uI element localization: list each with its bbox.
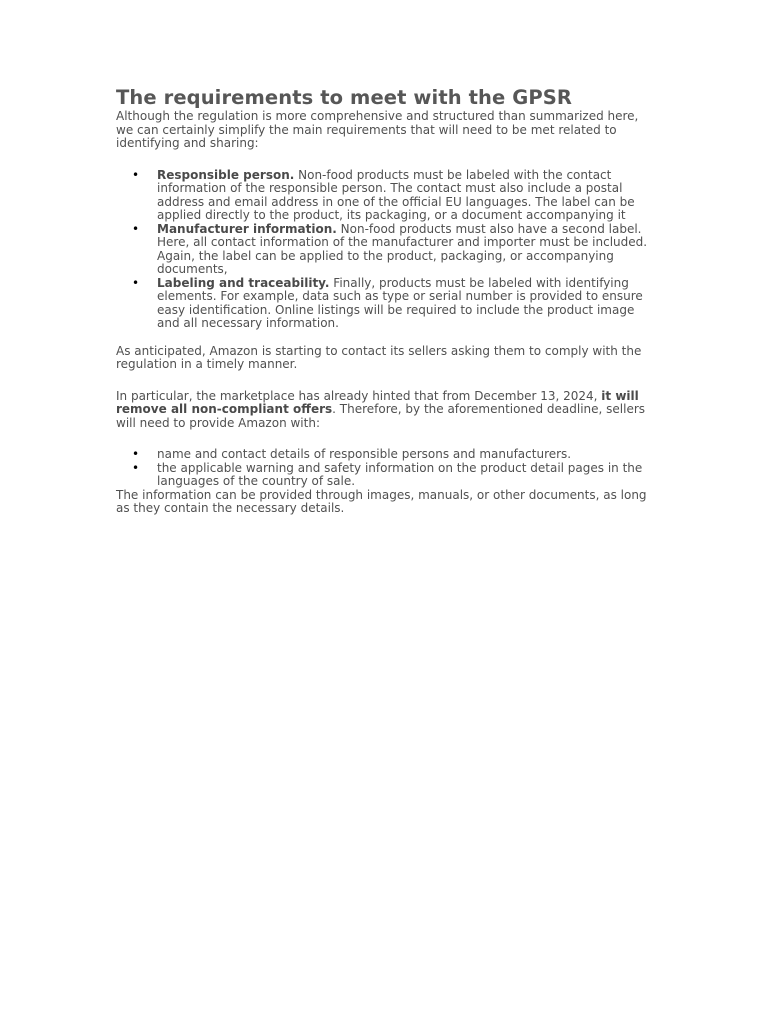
info-paragraph: The information can be provided through images, manuals, or other documents, as long as they contain the necessary details. [116, 487, 647, 515]
deadline-text-end: . Therefore, by the aforementioned deadline, sellers will need to provide Amazon with: [116, 402, 646, 430]
list-item [157, 223, 656, 277]
provide-list [116, 448, 656, 489]
list-item [157, 169, 656, 223]
deadline-paragraph [116, 390, 656, 431]
anticipated-paragraph: As anticipated, Amazon is starting to contact its sellers asking them to comply with the regulation in a timely manner. [116, 343, 642, 371]
deadline-text-start: In particular, the marketplace has already hinted that from December 13, 2024, [116, 388, 602, 403]
article-title: The requirements to meet with the GPSR [116, 86, 573, 109]
item-heading: Responsible person. [157, 167, 295, 182]
item-text: Finally, products must be labeled with identifying elements. For example, data such as type or serial number is provided to ensure easy identification. Online listings will be required to include the product image and all necessary information. [157, 275, 643, 330]
list-item [157, 277, 656, 331]
item-text: Non-food products must be labeled with the contact information of the responsible person. The contact must also include a postal address and email address in one of the official EU languages. The label can be applied directly to the product, its packaging, or a document accompanying it [157, 167, 635, 222]
item-heading: Manufacturer information. [157, 221, 337, 236]
list-item: • the applicable warning and safety information on the product detail pages in the languages of the country of sale. [157, 462, 656, 489]
item-heading: Labeling and traceability. [157, 275, 330, 290]
intro-paragraph: Although the regulation is more comprehensive and structured than summarized here, we can certainly simplify the main requirements that will need to be met related to identifying and sharing: [116, 109, 639, 150]
list-item: • name and contact details of responsible persons and manufacturers. [157, 448, 656, 462]
item-text: Non-food products must also have a second label. Here, all contact information of the manufacturer and importer must be included. Again, the label can be applied to the product, packaging, or accompanying documents, [157, 221, 648, 276]
deadline-emphasis: it will remove all non-compliant offers [116, 388, 639, 416]
article [116, 86, 656, 516]
requirements-list [116, 169, 656, 331]
